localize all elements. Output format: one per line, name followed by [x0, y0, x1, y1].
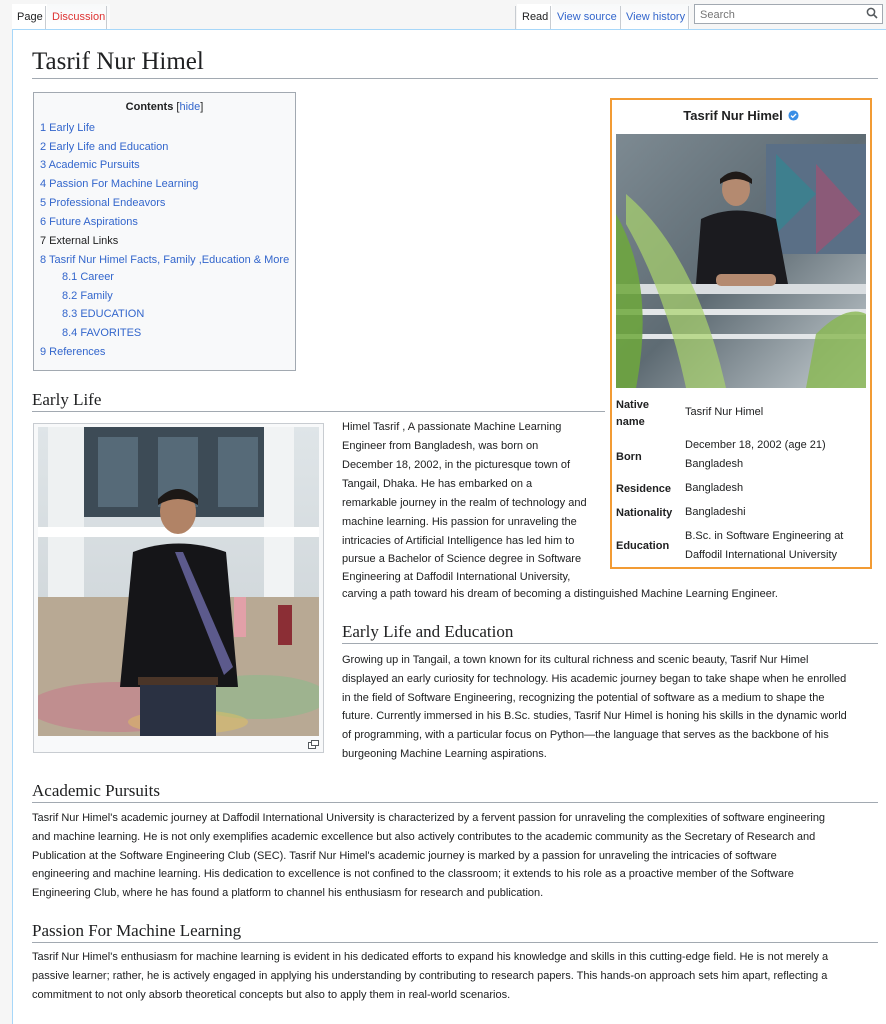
tab-view-history[interactable]: View history	[621, 4, 690, 30]
toc-item-academic-pursuits[interactable]: 3 Academic Pursuits	[40, 159, 140, 171]
early-life-education-line: in the field of Software Engineering, recognizing the potential of software as a medium to shape the	[342, 692, 825, 704]
table-of-contents	[33, 92, 296, 371]
early-life-education-line: displayed an early curiosity for technology. His academic journey began to take shape when he enrolled	[342, 673, 847, 685]
passion-ml-line: Tasrif Nur Himel's enthusiasm for machine learning is evident in his dedicated efforts to expand his knowledge and skills in this cutting-edge field. He is not merely a	[32, 951, 829, 963]
toc-item-career[interactable]: 8.1 Career	[62, 271, 114, 283]
infobox-label-native-2: name	[616, 416, 645, 428]
page-title: Tasrif Nur Himel	[32, 46, 878, 79]
academic-pursuits-line: Engineering Club, where he has found a platform to channel his enthusiasm for research and publication.	[32, 887, 544, 899]
early-life-line: Tangail, Dhaka. He has embarked on a	[342, 478, 533, 490]
toc-item-future-aspirations[interactable]: 6 Future Aspirations	[40, 216, 138, 228]
infobox-title	[612, 108, 870, 123]
academic-pursuits-line: and machine learning. He is not only exemplifies academic excellence but also actively contributes to the academic community as the Secretary of Research and	[32, 831, 816, 843]
image-thumbnail[interactable]	[33, 423, 324, 753]
early-life-line: intricacies of Artificial Intelligence has led him to	[342, 535, 575, 547]
academic-pursuits-line: Publication at the Software Engineering Club (SEC). Tasrif Nur Himel's academic journey is marked by a passion for unraveling the intricacies of software	[32, 850, 777, 862]
tab-page[interactable]: Page	[12, 4, 48, 30]
early-life-line: December 18, 2002, in the picturesque town of	[342, 459, 571, 471]
early-life-line: carving a path toward his dream of becoming a distinguished Machine Learning Engineer.	[342, 588, 778, 600]
toc-item-education[interactable]: 8.3 EDUCATION	[62, 308, 145, 320]
infobox-label-nationality: Nationality	[616, 507, 673, 519]
section-heading-early-life: Early Life	[32, 389, 605, 412]
thumbnail-photo[interactable]	[38, 427, 319, 736]
infobox-born-date: December 18, 2002 (age 21)	[685, 439, 826, 451]
toc-item-facts[interactable]: 8 Tasrif Nur Himel Facts, Family ,Education & More	[40, 254, 290, 266]
tab-divider	[45, 6, 46, 30]
tab-divider	[515, 6, 516, 30]
toc-item-professional-endeavors[interactable]: 5 Professional Endeavors	[40, 197, 166, 209]
tab-divider	[550, 6, 551, 30]
passion-ml-line: passive learner; rather, he is actively engaged in applying his understanding by contributing to research papers. This hands-on approach sets him apart, reflecting a	[32, 970, 828, 982]
early-life-line: Himel Tasrif , A passionate Machine Learning	[342, 421, 562, 433]
infobox-name: Tasrif Nur Himel	[683, 108, 783, 123]
toc-item-references[interactable]: 9 References	[40, 346, 106, 358]
early-life-line: machine learning. His passion for unraveling the	[342, 516, 577, 528]
early-life-line: Engineer from Bangladesh, was born on	[342, 440, 539, 452]
toc-hide-bracket: [	[176, 101, 180, 113]
tab-view-source[interactable]: View source	[552, 4, 622, 30]
tab-divider	[688, 6, 689, 30]
toc-header	[34, 101, 295, 113]
toc-item-external-links[interactable]: 7 External Links	[40, 235, 119, 247]
article-content	[12, 29, 886, 1024]
academic-pursuits-line: Tasrif Nur Himel's academic journey at Daffodil International University is characterized by a fervent passion for unraveling the complexities of software engineering	[32, 812, 826, 824]
early-life-education-line: of programming, with a particular focus on Python—the language that serves as the backbone of his	[342, 729, 829, 741]
toc-item-early-life-education[interactable]: 2 Early Life and Education	[40, 141, 169, 153]
enlarge-icon[interactable]	[308, 740, 319, 749]
section-heading-early-life-education: Early Life and Education	[342, 621, 878, 644]
tab-read[interactable]: Read	[517, 4, 553, 30]
infobox-label-born: Born	[616, 451, 642, 463]
search-input[interactable]	[698, 6, 862, 24]
tab-discussion[interactable]: Discussion	[47, 4, 110, 30]
infobox-native-name: Tasrif Nur Himel	[685, 406, 764, 418]
early-life-education-line: Growing up in Tangail, a town known for its cultural richness and scenic beauty, Tasrif Nur Himel	[342, 654, 809, 666]
section-heading-passion-ml: Passion For Machine Learning	[32, 920, 878, 943]
search-box[interactable]	[694, 4, 883, 24]
section-heading-academic-pursuits: Academic Pursuits	[32, 780, 878, 803]
search-icon[interactable]	[866, 7, 878, 19]
toc-item-favorites[interactable]: 8.4 FAVORITES	[62, 327, 142, 339]
infobox-label-residence: Residence	[616, 483, 672, 495]
toc-hide-link[interactable]: hide	[179, 101, 201, 113]
toc-item-passion-ml[interactable]: 4 Passion For Machine Learning	[40, 178, 199, 190]
infobox-label-native-1: Native	[616, 399, 650, 411]
early-life-line: Engineering at Daffodil International University,	[342, 571, 571, 583]
academic-pursuits-line: engineering and machine learning. His dedication to excellence is not confined to the classroom; it extends to his role as a proactive member of the Software	[32, 868, 794, 880]
infobox-education-1: B.Sc. in Software Engineering at	[685, 530, 844, 542]
infobox-education-2: Daffodil International University	[685, 549, 838, 561]
infobox-residence: Bangladesh	[685, 482, 744, 494]
verified-badge-icon	[788, 110, 799, 121]
early-life-line: pursue a Bachelor of Science degree in Software	[342, 553, 582, 565]
toc-item-early-life[interactable]: 1 Early Life	[40, 122, 96, 134]
toc-item-family[interactable]: 8.2 Family	[62, 290, 113, 302]
infobox-nationality: Bangladeshi	[685, 506, 746, 518]
passion-ml-line: commitment to not only absorb theoretical concepts but also to apply them in real-world scenarios.	[32, 989, 511, 1001]
early-life-line: remarkable journey in the realm of technology and	[342, 497, 587, 509]
top-tab-bar	[0, 0, 886, 32]
infobox	[610, 98, 872, 569]
infobox-born-place: Bangladesh	[685, 458, 744, 470]
tab-divider	[106, 6, 107, 30]
early-life-education-line: future. Currently immersed in his B.Sc. studies, Tasrif Nur Himel is honing his skills in the dynamic world	[342, 710, 847, 722]
infobox-label-education: Education	[616, 540, 670, 552]
infobox-photo	[616, 134, 866, 388]
toc-heading: Contents	[125, 101, 174, 113]
early-life-education-line: burgeoning Machine Learning aspirations.	[342, 748, 547, 760]
toc-hide-bracket: ]	[200, 101, 204, 113]
